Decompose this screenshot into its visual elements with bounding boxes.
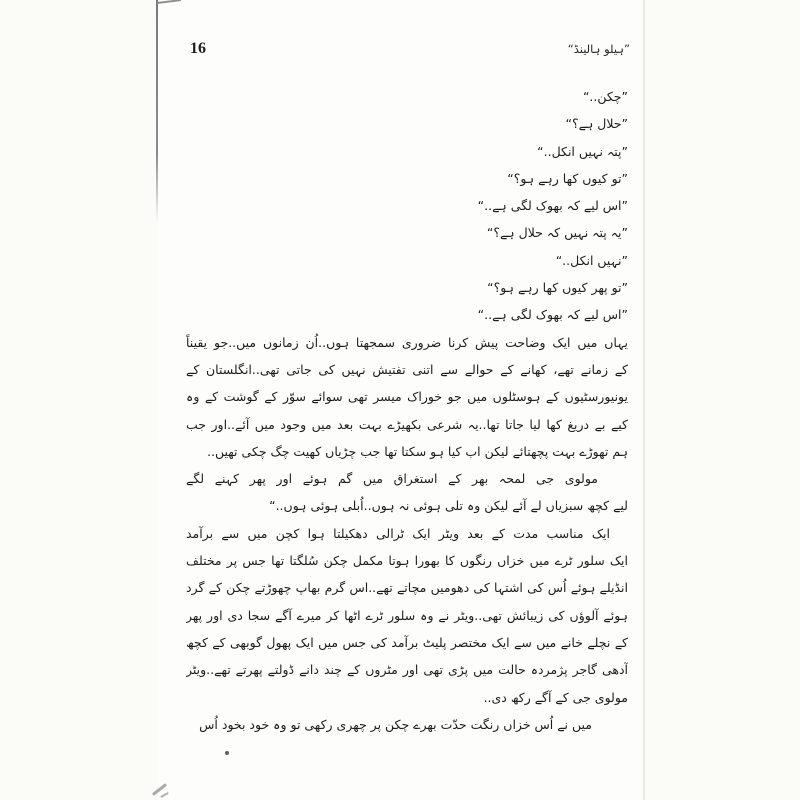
dialogue-line: ”اس لیے کہ بھوک لگی ہے..“ — [477, 307, 628, 323]
paragraph-line: کیے بے دریغ کھا لیا جاتا تھا..یہ شرعی بکھیڑے بہت بعد میں وجود میں آئے..اور جب — [186, 416, 628, 432]
paragraph-line: ہوئے آلوؤں کی زیبائش تھی..ویٹر نے وہ سلور ٹرے اٹھا کر میرے آگے سجا دی اور پھر — [186, 607, 628, 623]
paragraph-line: ایک سلور ٹرے میں خزاں رنگوں کا بھورا ہوتا مکمل چکن سُلگتا تھا جس پر مختلف — [186, 553, 628, 569]
dialogue-line: ”تو کیوں کھا رہے ہو؟“ — [507, 170, 628, 186]
dialogue-line: ”نہیں انکل..“ — [555, 252, 628, 268]
dialogue-line: ”حلال ہے؟“ — [565, 116, 628, 132]
page-body-text — [186, 83, 628, 738]
paragraph-line: میں نے اُس خزاں رنگت حدّت بھرے چکن پر چھری رکھی تو وہ خود بخود اُس — [199, 716, 592, 732]
dialogue-line: ”چکن..“ — [582, 89, 628, 104]
paragraph-line: کے زمانے تھے، کھانے کے حوالے سے اتنی تفتیش نہیں کی جاتی تھی..انگلستان کے — [186, 361, 628, 377]
paragraph-line: یہاں میں ایک وضاحت پیش کرنا ضروری سمجھتا ہوں..اُن زمانوں میں..جو یقیناً — [186, 334, 628, 350]
paragraph-line: مولوی جی کے آگے رکھ دی.. — [483, 689, 628, 705]
dialogue-line: ”یہ پتہ نہیں کہ حلال ہے؟“ — [486, 225, 628, 241]
paragraph-line: ایک مناسب مدت کے بعد ویٹر ایک ٹرالی دھکیلتا ہوا کچن میں سے برآمد — [186, 525, 610, 541]
book-title-header: ”ہیلو ہالینڈ“ — [567, 42, 630, 56]
paragraph-line: یونیورسٹیوں کے ہوسٹلوں میں جو خوراک میسر تھی سوائے سوّر کے گوشت کے وہ — [186, 389, 628, 405]
paragraph-line: انڈیلے ہوئے اُس کی اشتہا کی دھومیں مچاتے تھے..اس گرم بھاپ چھوڑتے چکن کے گرد — [186, 580, 628, 596]
paragraph-line: ہم تھوڑے بہت پچھتائے لیکن اب کیا ہو سکتا تھا جب چڑیاں کھیت چگ چکی تھیں.. — [207, 443, 628, 459]
paragraph-line: لیے کچھ سبزیاں لے آئے لیکن وہ تلی ہوئی نہ ہوں..اُبلی ہوئی ہوں..“ — [269, 498, 628, 514]
paragraph-line: آدھی گاجر پژمردہ حالت میں پڑی تھی اور مٹروں کے چند دانے ڈولتے پھرتے تھے..ویٹر — [186, 662, 628, 678]
dialogue-line: ”اس لیے کہ بھوک لگی ہے..“ — [477, 198, 628, 214]
paragraph-line: کے نچلے خانے میں سے ایک مختصر پلیٹ برآمد کی جس میں ایک پھول گوبھی کے کچھ — [186, 634, 628, 650]
paragraph-line: مولوی جی لمحہ بھر کے استغراق میں گم ہوئے اور پھر کہنے لگے — [186, 471, 598, 487]
ink-dot-artifact — [225, 751, 229, 755]
page-right-edge-line — [643, 0, 645, 800]
dialogue-line: ”تو پھر کیوں کھا رہے ہو؟“ — [487, 280, 628, 296]
page-number: 16 — [190, 40, 206, 57]
page-spine-line — [156, 0, 158, 222]
dialogue-line: ”پتہ نہیں انکل..“ — [537, 143, 628, 159]
